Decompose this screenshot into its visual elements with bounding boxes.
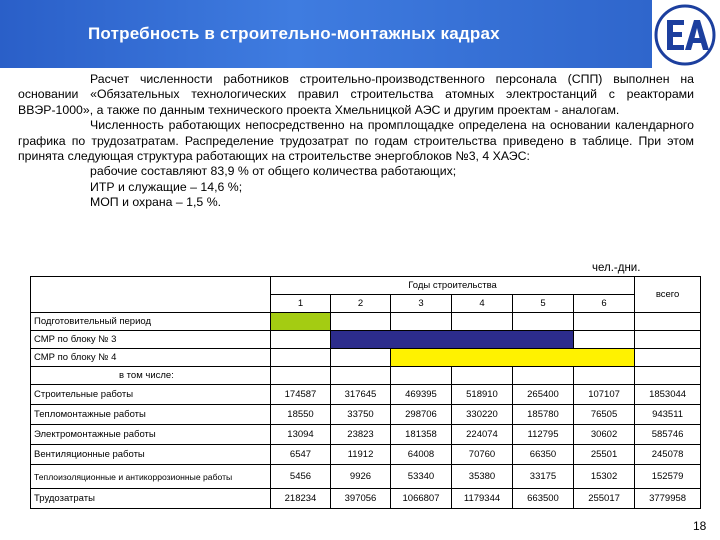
schedule-cell [452, 313, 513, 331]
table-cell: 66350 [513, 445, 574, 465]
table-cell: 64008 [391, 445, 452, 465]
list-item: рабочие составляют 83,9 % от общего количества работающих; [90, 164, 457, 179]
empty-cell [574, 367, 635, 385]
schedule-cell [635, 349, 701, 367]
paragraph-2: Численность работающих непосредственно на промплощадке определена на основании календарного графика по трудозатратам. Распределение трудозатрат по годам строительства приведено в таблице. При этом принята следующая структура работающих на строительстве энергоблоков №3, 4 ХАЭС: [18, 118, 694, 164]
table-cell: 70760 [452, 445, 513, 465]
list-item: ИТР и служащие – 14,6 %; [90, 179, 243, 194]
table-cell: 298706 [391, 405, 452, 425]
table-cell: 33750 [331, 405, 391, 425]
table-cell: 1179344 [452, 489, 513, 509]
body-text [18, 72, 694, 211]
total-cell: 1853044 [635, 385, 701, 405]
table-cell: 469395 [391, 385, 452, 405]
slide-title: Потребность в строительно-монтажных кадрах [88, 24, 500, 43]
years-header: Годы строительства [271, 277, 635, 295]
empty-cell [635, 367, 701, 385]
table-cell: 25501 [574, 445, 635, 465]
year-header: 2 [331, 295, 391, 313]
table-cell: 265400 [513, 385, 574, 405]
schedule-cell [574, 331, 635, 349]
row-label: Строительные работы [31, 385, 271, 405]
table-cell: 663500 [513, 489, 574, 509]
total-cell: 943511 [635, 405, 701, 425]
table-cell: 218234 [271, 489, 331, 509]
year-header: 6 [574, 295, 635, 313]
year-header: 5 [513, 295, 574, 313]
table-cell: 255017 [574, 489, 635, 509]
slide-header [0, 0, 652, 68]
table-row [31, 465, 701, 489]
row-label: Трудозатраты [31, 489, 271, 509]
schedule-cell [271, 331, 331, 349]
schedule-row-block3 [31, 331, 701, 349]
empty-cell [452, 367, 513, 385]
labor-table [30, 276, 701, 509]
table-cell: 23823 [331, 425, 391, 445]
table-cell: 5456 [271, 465, 331, 489]
table-cell: 76505 [574, 405, 635, 425]
table-row [31, 445, 701, 465]
table-cell: 224074 [452, 425, 513, 445]
schedule-cell [635, 313, 701, 331]
schedule-cell [513, 313, 574, 331]
page-number: 18 [693, 519, 707, 533]
schedule-cell [635, 331, 701, 349]
table-cell: 317645 [331, 385, 391, 405]
table-cell: 1066807 [391, 489, 452, 509]
table-cell: 112795 [513, 425, 574, 445]
table-row [31, 385, 701, 405]
year-header: 4 [452, 295, 513, 313]
schedule-row-preparatory [31, 313, 701, 331]
table-cell: 6547 [271, 445, 331, 465]
table-cell: 518910 [452, 385, 513, 405]
table-cell: 15302 [574, 465, 635, 489]
total-cell: 245078 [635, 445, 701, 465]
total-cell: 3779958 [635, 489, 701, 509]
schedule-row-block4 [31, 349, 701, 367]
table-cell: 9926 [331, 465, 391, 489]
table-cell: 181358 [391, 425, 452, 445]
empty-cell [391, 367, 452, 385]
row-label: СМР по блоку № 3 [31, 331, 271, 349]
total-cell: 152579 [635, 465, 701, 489]
including-row [31, 367, 701, 385]
paragraph-1: Расчет численности работников строительно-производственного персонала (СПП) выполнен на основании «Обязательных технологических правил строительства атомных электростанций с реакторами ВВЭР-1000», а также по данным технического проекта Хмельницкой АЭС и другим проектам - аналогам. [18, 72, 694, 117]
row-label: Тепломонтажные работы [31, 405, 271, 425]
table-cell: 107107 [574, 385, 635, 405]
year-header: 1 [271, 295, 331, 313]
schedule-cell [391, 313, 452, 331]
schedule-bar-preparatory [271, 313, 331, 331]
table-cell: 30602 [574, 425, 635, 445]
schedule-cell [331, 313, 391, 331]
table-cell: 33175 [513, 465, 574, 489]
row-label: Подготовительный период [31, 313, 271, 331]
company-logo-icon [654, 4, 716, 66]
schedule-bar-block4 [391, 349, 635, 367]
total-header: всего [635, 277, 701, 313]
table-row [31, 425, 701, 445]
row-label: Вентиляционные работы [31, 445, 271, 465]
list-item: МОП и охрана – 1,5 %. [90, 195, 222, 210]
table-cell: 11912 [331, 445, 391, 465]
row-label: СМР по блоку № 4 [31, 349, 271, 367]
row-label: Электромонтажные работы [31, 425, 271, 445]
year-header: 3 [391, 295, 452, 313]
empty-cell [513, 367, 574, 385]
table-row [31, 405, 701, 425]
table-cell: 35380 [452, 465, 513, 489]
including-label: в том числе: [31, 367, 271, 385]
unit-label: чел.-дни. [592, 262, 641, 274]
header-empty-cell [31, 277, 271, 313]
table-cell: 185780 [513, 405, 574, 425]
schedule-cell [271, 349, 331, 367]
schedule-cell [331, 349, 391, 367]
table-cell: 53340 [391, 465, 452, 489]
table-cell: 330220 [452, 405, 513, 425]
schedule-cell [574, 313, 635, 331]
table-cell: 13094 [271, 425, 331, 445]
table-header-row [31, 277, 701, 295]
schedule-bar-block3 [331, 331, 574, 349]
table-row [31, 489, 701, 509]
empty-cell [331, 367, 391, 385]
table-cell: 397056 [331, 489, 391, 509]
table-cell: 174587 [271, 385, 331, 405]
total-cell: 585746 [635, 425, 701, 445]
empty-cell [271, 367, 331, 385]
table-cell: 18550 [271, 405, 331, 425]
row-label: Теплоизоляционные и антикоррозионные работы [31, 465, 271, 489]
